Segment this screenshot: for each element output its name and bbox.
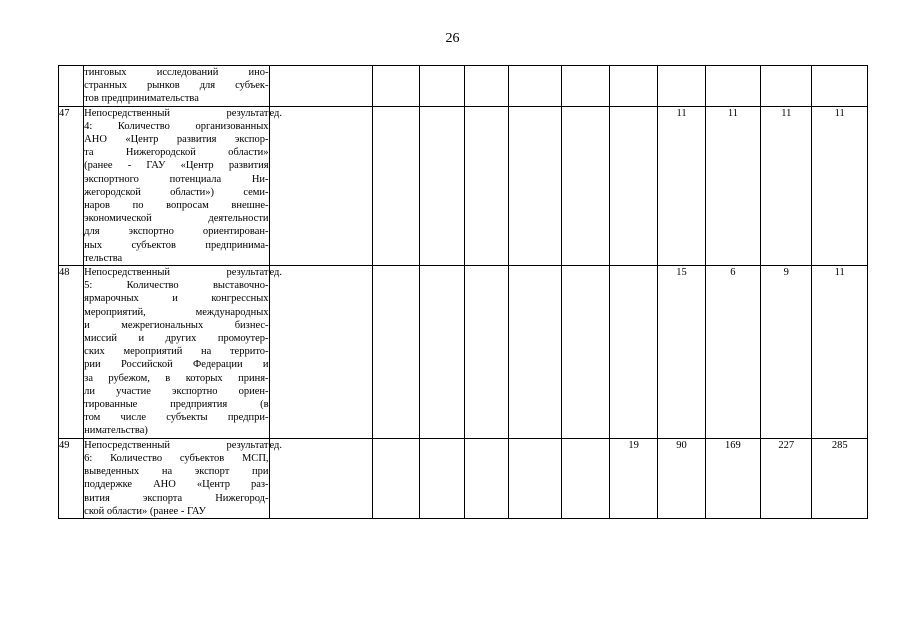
indicator-name-line: 5: Количество выставочно- xyxy=(84,280,269,292)
indicator-name-line: нимательства) xyxy=(84,425,148,437)
indicator-name-line: Непосредственный результат xyxy=(84,439,269,451)
indicator-name-line: тинговых исследований ино- xyxy=(84,67,269,78)
value-cell xyxy=(373,438,419,518)
unit-cell xyxy=(269,66,373,107)
indicator-name-line: вития экспорта Нижегород- xyxy=(84,492,269,504)
row-number: 47 xyxy=(59,106,84,265)
value-cell xyxy=(464,438,508,518)
value-cell xyxy=(610,106,658,265)
indicator-name-line: поддержке АНО «Центр раз- xyxy=(84,479,269,491)
value-cell xyxy=(761,66,812,107)
indicator-name-line: и межрегиональных бизнес- xyxy=(84,319,269,331)
value-cell: 6 xyxy=(705,266,760,439)
value-cell xyxy=(509,266,561,439)
indicator-name-line: (ранее - ГАУ «Центр развития xyxy=(84,160,269,172)
value-cell xyxy=(610,66,658,107)
indicator-name-line: Непосредственный результат xyxy=(84,107,269,119)
value-cell: 11 xyxy=(705,106,760,265)
value-cell xyxy=(658,66,705,107)
value-cell xyxy=(419,266,464,439)
value-cell: 11 xyxy=(761,106,812,265)
table-row xyxy=(59,66,868,107)
value-cell: 15 xyxy=(658,266,705,439)
indicator-name-line: 4: Количество организованных xyxy=(84,120,269,132)
value-cell: 11 xyxy=(812,106,868,265)
value-cell: 19 xyxy=(610,438,658,518)
indicator-name-line: том числе субъекты предпри- xyxy=(84,412,269,424)
indicator-name-line: рии Российской Федерации и xyxy=(84,359,269,371)
indicator-name-line: наров по вопросам внешне- xyxy=(84,200,269,212)
value-cell: 227 xyxy=(761,438,812,518)
indicator-name-line: экономической деятельности xyxy=(84,213,269,225)
indicator-name-line: мероприятий, международных xyxy=(84,306,269,318)
value-cell xyxy=(464,106,508,265)
indicator-name-line: тированные предприятия (в xyxy=(84,399,269,411)
value-cell xyxy=(705,66,760,107)
value-cell: 11 xyxy=(658,106,705,265)
indicator-name-line: ских мероприятий на террито- xyxy=(84,346,269,358)
indicator-name-line: 6: Количество субъектов МСП, xyxy=(84,452,269,464)
value-cell xyxy=(561,106,609,265)
indicator-name-line: тов предпринимательства xyxy=(84,93,199,105)
indicator-name xyxy=(84,106,269,265)
value-cell xyxy=(812,66,868,107)
indicator-name xyxy=(84,438,269,518)
value-cell: 90 xyxy=(658,438,705,518)
value-cell: 169 xyxy=(705,438,760,518)
value-cell xyxy=(610,266,658,439)
indicator-name-line: экспортного потенциала Ни- xyxy=(84,173,269,185)
value-cell xyxy=(509,106,561,265)
value-cell xyxy=(373,106,419,265)
indicator-name xyxy=(84,266,269,439)
indicator-name-line: та Нижегородской области» xyxy=(84,147,269,159)
indicator-name-line: за рубежом, в которых приня- xyxy=(84,372,269,384)
table-row xyxy=(59,438,868,518)
indicator-name xyxy=(84,66,269,107)
indicator-name-line: ных субъектов предпринима- xyxy=(84,239,269,251)
indicator-name-line: для экспортно ориентирован- xyxy=(84,226,269,238)
value-cell: 9 xyxy=(761,266,812,439)
value-cell xyxy=(561,266,609,439)
table-row xyxy=(59,266,868,439)
value-cell xyxy=(419,438,464,518)
row-number xyxy=(59,66,84,107)
indicator-name-line: выведенных на экспорт при xyxy=(84,466,269,478)
indicator-name-line: АНО «Центр развития экспор- xyxy=(84,134,269,146)
value-cell xyxy=(373,66,419,107)
value-cell: 11 xyxy=(812,266,868,439)
value-cell xyxy=(373,266,419,439)
value-cell xyxy=(561,66,609,107)
indicator-name-line: ской области» (ранее - ГАУ xyxy=(84,505,206,517)
indicator-name-line: Непосредственный результат xyxy=(84,267,269,279)
indicator-name-line: тельства xyxy=(84,252,123,264)
indicator-name-line: миссий и других промоутер- xyxy=(84,333,269,345)
row-number: 48 xyxy=(59,266,84,439)
unit-cell: ед. xyxy=(269,266,373,439)
value-cell: 285 xyxy=(812,438,868,518)
row-number: 49 xyxy=(59,438,84,518)
value-cell xyxy=(509,66,561,107)
indicator-name-line: ли участие экспортно ориен- xyxy=(84,385,269,397)
page-number: 26 xyxy=(445,31,460,46)
value-cell xyxy=(509,438,561,518)
value-cell xyxy=(561,438,609,518)
value-cell xyxy=(464,266,508,439)
value-cell xyxy=(419,66,464,107)
indicators-table xyxy=(58,65,868,519)
value-cell xyxy=(464,66,508,107)
indicator-name-line: ярмарочных и конгрессных xyxy=(84,293,269,305)
unit-cell: ед. xyxy=(269,106,373,265)
value-cell xyxy=(419,106,464,265)
unit-cell: ед. xyxy=(269,438,373,518)
indicator-name-line: странных рынков для субъек- xyxy=(84,80,269,92)
table-row xyxy=(59,106,868,265)
indicator-name-line: жегородской области») семи- xyxy=(84,186,269,198)
